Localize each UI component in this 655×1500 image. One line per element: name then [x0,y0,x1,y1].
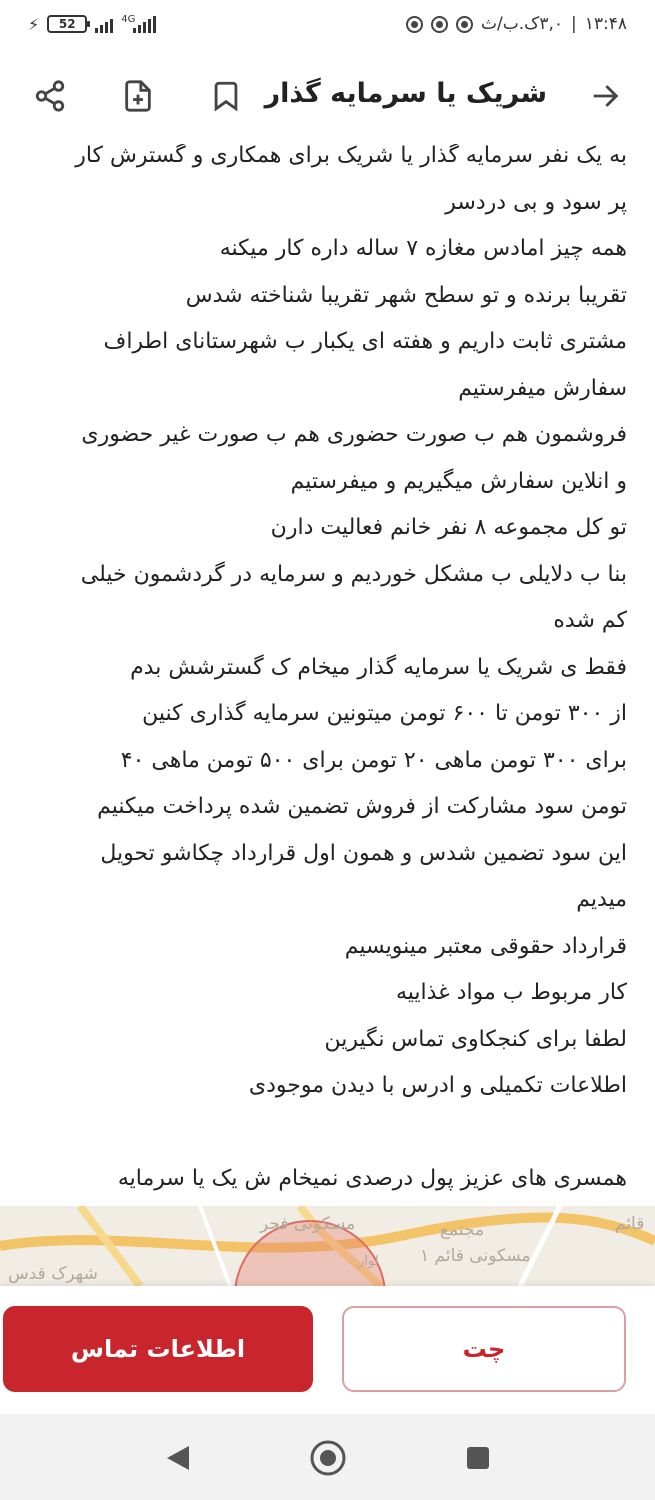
chat-button[interactable]: چت [342,1306,626,1392]
description-line [27,1110,627,1157]
system-nav-bar [0,1414,655,1500]
description-line: برای ۳۰۰ تومن ماهی ۲۰ تومن برای ۵۰۰ تومن ماهی ۴۰ [120,747,627,773]
file-plus-icon [121,79,155,113]
nav-recents-icon [465,1445,491,1471]
nav-home-icon [309,1439,347,1477]
share-button[interactable] [30,76,70,116]
signal-icon-2 [121,15,156,33]
description-line: سفارش میفرستیم [458,375,627,401]
description-line: تومن سود مشارکت از فروش تضمین شده پرداخت میکنیم [97,794,627,819]
description-line: پر سود و بی دردسر [445,189,627,215]
map-label: مسکونی فجر [260,1214,356,1234]
description-line: لطفا برای کنجکاوی تماس نگیرین [324,1026,627,1052]
description-section [0,144,655,1206]
status-bar [0,0,655,48]
nav-back-icon [165,1444,191,1472]
description-line: همه چیز امادس مغازه ۷ ساله داره کار میکنه [219,236,627,261]
back-button[interactable] [585,76,625,116]
nav-recents-button[interactable] [458,1438,498,1478]
app-bar [0,48,655,144]
description-line: اطلاعات تکمیلی و ادرس با دیدن موجودی [248,1073,627,1098]
bookmark-button[interactable] [206,76,246,116]
map-label: قائم [615,1214,645,1234]
description-line: مشتری ثابت داریم و هفته ای یکبار ب شهرستانای اطراف [103,329,627,354]
share-icon [33,79,67,113]
description-line: بنا ب دلایلی ب مشکل خوردیم و سرمایه در گردشمون خیلی [80,561,627,587]
chrome-notification-icon [406,16,423,33]
action-bar [0,1286,655,1414]
arrow-right-icon [588,79,622,113]
description-line: قرارداد حقوقی معتبر مینویسیم [344,933,627,959]
chrome-notification-icon-3 [456,16,473,33]
map-preview[interactable] [0,1206,655,1286]
description-line: از ۳۰۰ تومن تا ۶۰۰ تومن میتونین سرمایه گذاری کنین [142,701,627,726]
status-right [406,14,627,34]
description-line: میدیم [576,887,627,912]
map-label: شهرک قدس [8,1264,98,1284]
description-line: تو کل مجموعه ۸ نفر خانم فعالیت دارن [270,515,627,540]
nav-back-button[interactable] [158,1438,198,1478]
network-type: 4G [121,14,136,25]
add-note-button[interactable] [118,76,158,116]
description-line: فقط ی شریک یا سرمایه گذار میخام ک گسترشش بدم [130,654,627,680]
status-time: ۱۳:۴۸ [584,14,627,34]
description-line: فروشمون هم ب صورت حضوری هم ب صورت غیر حضوری [81,422,627,447]
description-line: و انلاین سفارش میگیریم و میفرستیم [290,468,627,494]
battery-icon [47,15,87,33]
map-label: لوار [358,1254,379,1269]
contact-info-button[interactable]: اطلاعات تماس [3,1306,313,1392]
bookmark-icon [209,79,243,113]
map-label: مجتمع [440,1220,485,1240]
status-left [28,15,156,34]
description-line: این سود تضمین شدس و همون اول قرارداد چکاشو تحویل [100,840,627,866]
description-line: به یک نفر سرمایه گذار یا شریک برای همکاری و گسترش کار [75,144,627,168]
description-line: کم شده [553,608,627,633]
battery-level: 52 [58,17,76,31]
status-separator: | [571,14,577,34]
description-text [27,144,627,1206]
chrome-notification-icon-2 [431,16,448,33]
map-label: مسکونی قائم ۱ [420,1246,531,1266]
page-title: شریک یا سرمایه گذار [264,78,547,109]
description-line: کار مربوط ب مواد غذاییه [395,980,627,1005]
signal-icon [95,15,113,33]
status-date: ۳,۰ک.ب/ث [480,14,563,34]
description-line: همسری های عزیز پول درصدی نمیخام ش یک یا سرمایه [117,1166,627,1191]
nav-home-button[interactable] [308,1438,348,1478]
charging-icon: ⚡ [28,14,40,34]
description-line: تقریبا برنده و تو سطح شهر تقریبا شناخته شدس [185,282,627,308]
